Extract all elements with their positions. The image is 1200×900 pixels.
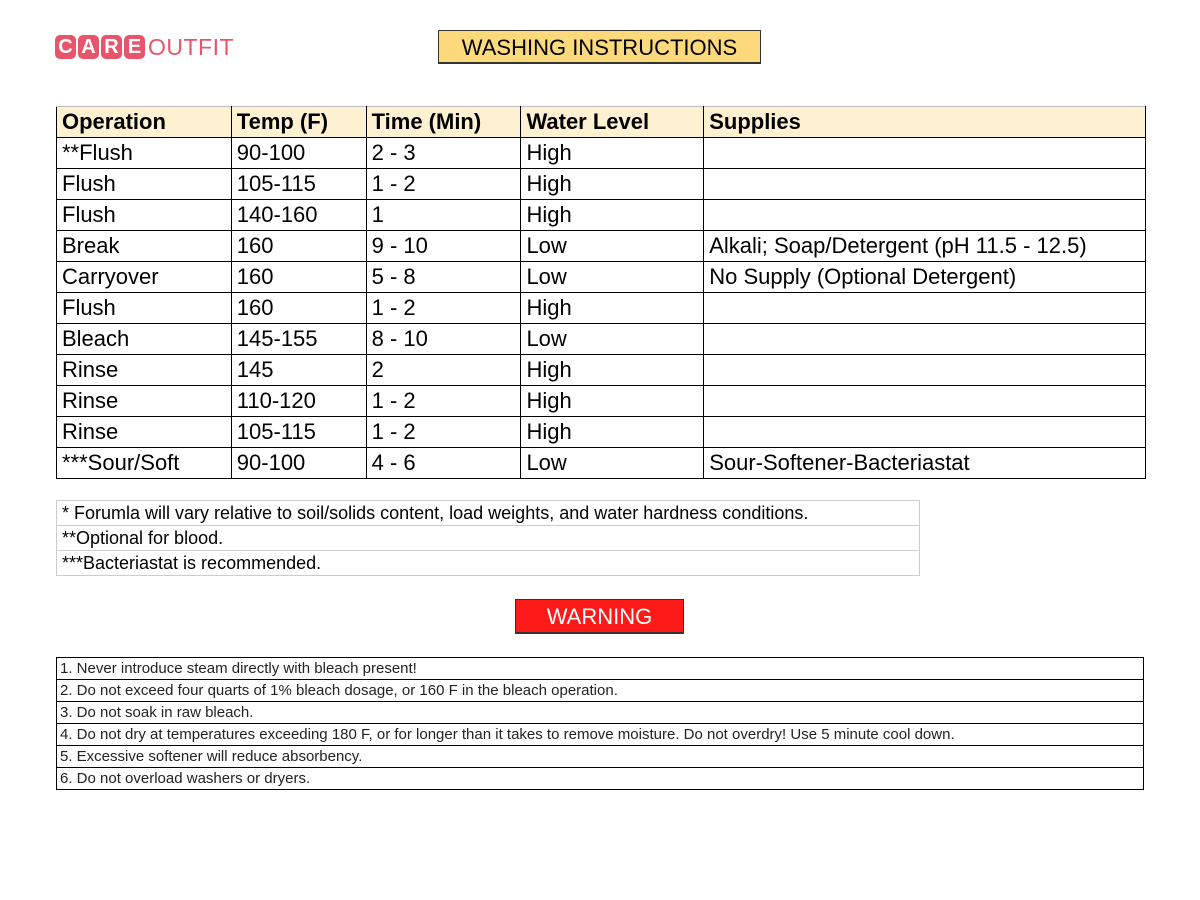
brand-logo: [55, 33, 234, 61]
footnote-text: **Optional for blood.: [57, 526, 920, 551]
table-row: [57, 138, 1146, 169]
warnings-table: [56, 657, 1144, 790]
table-row: [57, 200, 1146, 231]
footnote-row: [57, 526, 920, 551]
table-cell: 160: [231, 293, 366, 324]
table-cell: Rinse: [57, 355, 232, 386]
table-row: [57, 386, 1146, 417]
table-cell: Low: [521, 231, 704, 262]
brand-logo-letters: [55, 35, 147, 59]
table-cell: 160: [231, 262, 366, 293]
warning-row: [57, 768, 1144, 790]
washing-instructions-table: [56, 106, 1146, 479]
table-cell: Flush: [57, 169, 232, 200]
table-cell: 145: [231, 355, 366, 386]
column-header: Operation: [57, 107, 232, 138]
warning-row: [57, 702, 1144, 724]
footnote-text: * Forumla will vary relative to soil/solids content, load weights, and water hardness conditions.: [57, 501, 920, 526]
warning-text: 5. Excessive softener will reduce absorbency.: [57, 746, 1144, 768]
table-cell: 90-100: [231, 448, 366, 479]
table-cell: Sour-Softener-Bacteriastat: [704, 448, 1146, 479]
table-header-row: [57, 107, 1146, 138]
footnote-row: [57, 551, 920, 576]
column-header: Supplies: [704, 107, 1146, 138]
warning-row: [57, 724, 1144, 746]
table-row: [57, 324, 1146, 355]
table-cell: 9 - 10: [366, 231, 521, 262]
table-row: [57, 448, 1146, 479]
table-cell: 8 - 10: [366, 324, 521, 355]
table-cell: No Supply (Optional Detergent): [704, 262, 1146, 293]
table-cell: Low: [521, 448, 704, 479]
table-cell: 90-100: [231, 138, 366, 169]
table-cell: ***Sour/Soft: [57, 448, 232, 479]
table-cell: Alkali; Soap/Detergent (pH 11.5 - 12.5): [704, 231, 1146, 262]
table-cell: High: [521, 417, 704, 448]
footnote-row: [57, 501, 920, 526]
table-cell: High: [521, 200, 704, 231]
brand-logo-tail: OUTFIT: [148, 34, 235, 60]
table-cell: Rinse: [57, 386, 232, 417]
table-cell: 145-155: [231, 324, 366, 355]
table-row: [57, 169, 1146, 200]
table-cell: 2: [366, 355, 521, 386]
table-cell: 160: [231, 231, 366, 262]
table-cell: 105-115: [231, 417, 366, 448]
warning-row: [57, 658, 1144, 680]
table-cell: [704, 324, 1146, 355]
table-cell: High: [521, 169, 704, 200]
warning-title: WARNING: [515, 599, 684, 634]
table-cell: High: [521, 386, 704, 417]
warning-row: [57, 746, 1144, 768]
footnotes-table: [56, 500, 920, 576]
table-cell: 110-120: [231, 386, 366, 417]
table-cell: Break: [57, 231, 232, 262]
table-cell: [704, 169, 1146, 200]
table-cell: 1: [366, 200, 521, 231]
warning-row: [57, 680, 1144, 702]
table-cell: [704, 417, 1146, 448]
table-cell: 105-115: [231, 169, 366, 200]
table-cell: 1 - 2: [366, 386, 521, 417]
table-cell: [704, 200, 1146, 231]
brand-letter: R: [101, 35, 122, 59]
table-row: [57, 262, 1146, 293]
table-cell: Bleach: [57, 324, 232, 355]
column-header: Water Level: [521, 107, 704, 138]
table-cell: 1 - 2: [366, 293, 521, 324]
brand-letter: E: [124, 35, 145, 59]
table-cell: 140-160: [231, 200, 366, 231]
table-cell: Low: [521, 324, 704, 355]
warning-text: 3. Do not soak in raw bleach.: [57, 702, 1144, 724]
footnote-text: ***Bacteriastat is recommended.: [57, 551, 920, 576]
table-cell: Carryover: [57, 262, 232, 293]
brand-letter: A: [78, 35, 99, 59]
table-cell: 5 - 8: [366, 262, 521, 293]
table-cell: 2 - 3: [366, 138, 521, 169]
warning-text: 6. Do not overload washers or dryers.: [57, 768, 1144, 790]
table-cell: [704, 355, 1146, 386]
warning-text: 1. Never introduce steam directly with bleach present!: [57, 658, 1144, 680]
warning-text: 2. Do not exceed four quarts of 1% bleach dosage, or 160 F in the bleach operation.: [57, 680, 1144, 702]
table-cell: [704, 293, 1146, 324]
table-row: [57, 355, 1146, 386]
table-cell: Low: [521, 262, 704, 293]
column-header: Temp (F): [231, 107, 366, 138]
table-cell: 1 - 2: [366, 169, 521, 200]
table-row: [57, 231, 1146, 262]
table-cell: [704, 386, 1146, 417]
table-cell: Flush: [57, 200, 232, 231]
table-row: [57, 293, 1146, 324]
table-cell: 4 - 6: [366, 448, 521, 479]
table-cell: Flush: [57, 293, 232, 324]
table-cell: High: [521, 355, 704, 386]
warning-text: 4. Do not dry at temperatures exceeding 180 F, or for longer than it takes to remove moisture. Do not overdry! Use 5 minute cool down.: [57, 724, 1144, 746]
table-cell: [704, 138, 1146, 169]
table-cell: 1 - 2: [366, 417, 521, 448]
table-cell: High: [521, 293, 704, 324]
table-cell: High: [521, 138, 704, 169]
brand-letter: C: [55, 35, 76, 59]
column-header: Time (Min): [366, 107, 521, 138]
page-title: WASHING INSTRUCTIONS: [438, 30, 761, 64]
table-cell: Rinse: [57, 417, 232, 448]
table-cell: **Flush: [57, 138, 232, 169]
table-row: [57, 417, 1146, 448]
